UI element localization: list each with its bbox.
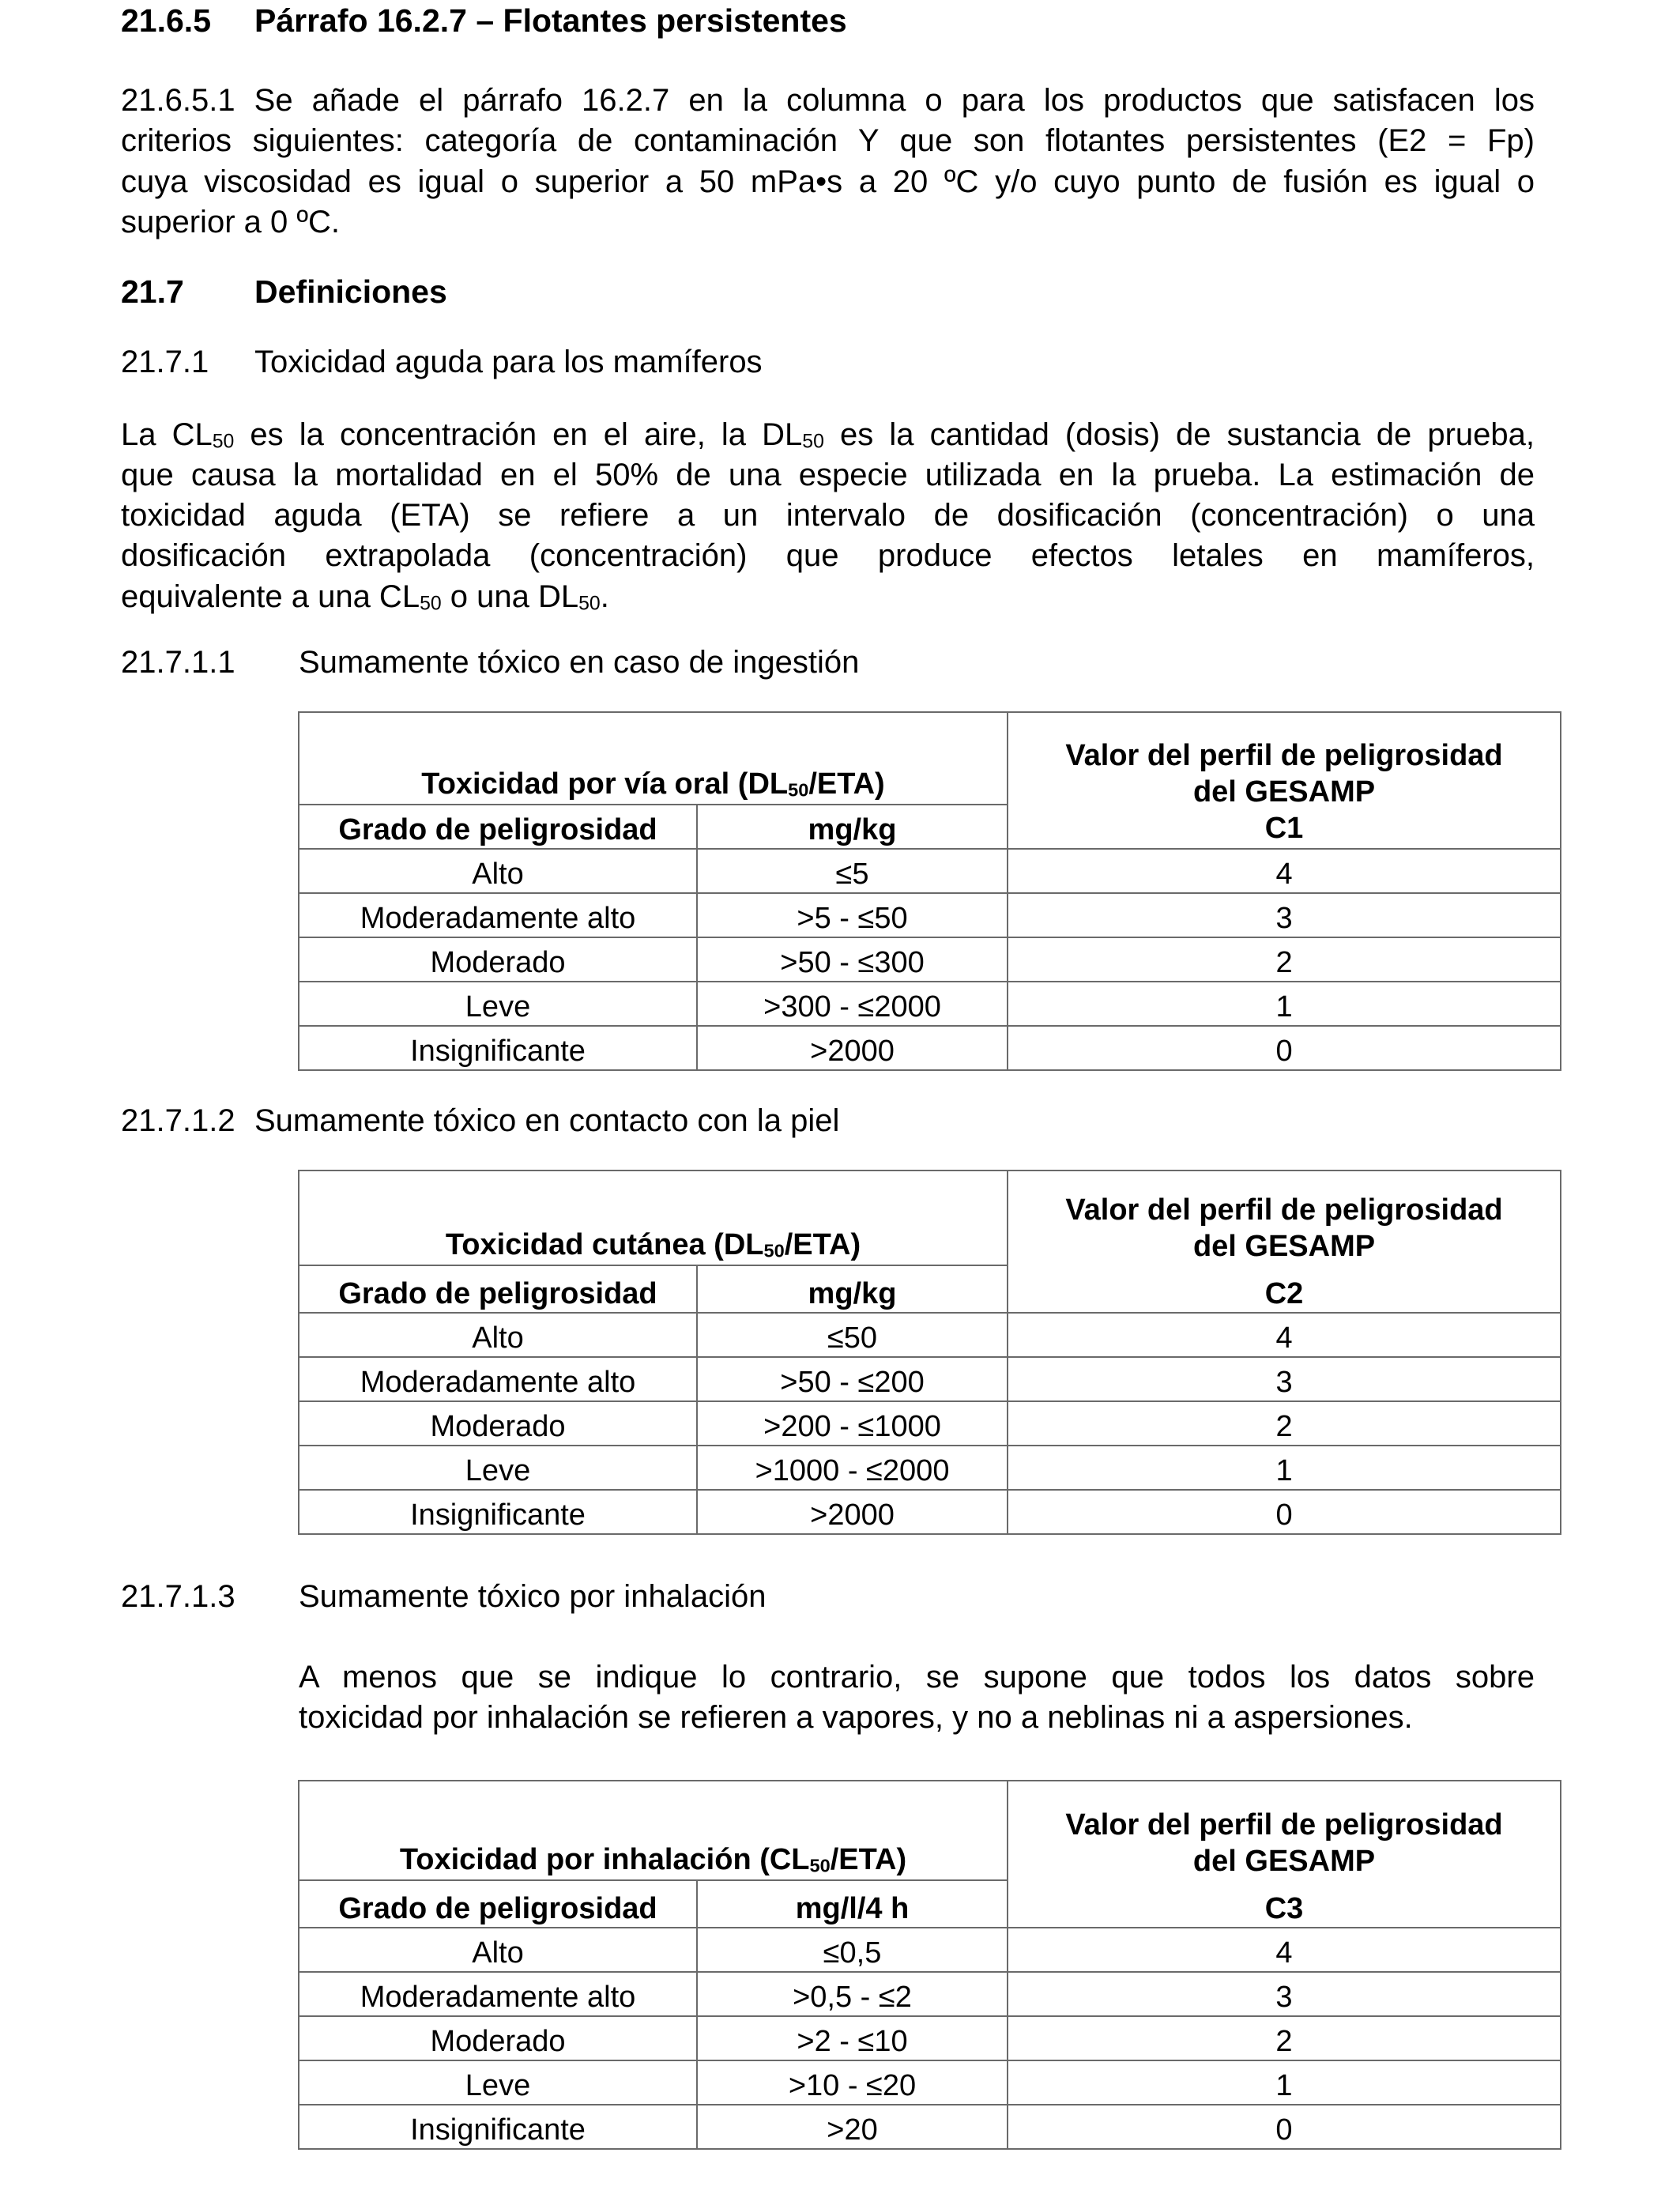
table-cell-value: 1 xyxy=(1008,982,1561,1026)
table-skin-toxicity xyxy=(298,1170,1561,1535)
table-row xyxy=(299,1490,1561,1534)
section-number-21-7-1-1: 21.7.1.1 xyxy=(121,645,235,680)
table-cell-value: 1 xyxy=(1008,2060,1561,2105)
section-number-21-7-1: 21.7.1 xyxy=(121,345,209,379)
paragraph-21-6-5-1-line-4: superior a 0 ºC. xyxy=(121,205,340,239)
table-cell-grade: Insignificante xyxy=(299,1026,697,1070)
table-row xyxy=(299,2016,1561,2060)
table-cell-range: >50 - ≤200 xyxy=(697,1357,1008,1401)
table-cell-value: 3 xyxy=(1008,1357,1561,1401)
table-row xyxy=(299,1313,1561,1357)
section-number-21-7: 21.7 xyxy=(121,273,184,310)
table-row xyxy=(299,1446,1561,1490)
table-cell-value: 0 xyxy=(1008,1490,1561,1534)
table-row xyxy=(299,982,1561,1026)
table-cell-range: >200 - ≤1000 xyxy=(697,1401,1008,1446)
table-skin-grade-header: Grado de peligrosidad xyxy=(299,1265,697,1313)
table-cell-range: ≤5 xyxy=(697,849,1008,893)
table-cell-grade: Alto xyxy=(299,1313,697,1357)
table-row xyxy=(299,2060,1561,2105)
table-cell-range: ≤0,5 xyxy=(697,1928,1008,1972)
table-inhal-value-header: Valor del perfil de peligrosidad del GESAMP C3 xyxy=(1008,1781,1561,1928)
table-oral-unit-header: mg/kg xyxy=(697,805,1008,849)
section-title-21-6-5: Párrafo 16.2.7 – Flotantes persistentes xyxy=(254,2,847,39)
section-title-21-7-1-3: Sumamente tóxico por inhalación xyxy=(299,1579,767,1614)
table-row xyxy=(299,849,1561,893)
table-row xyxy=(299,893,1561,937)
table-oral-value-header: Valor del perfil de peligrosidad del GESAMP C1 xyxy=(1008,712,1561,849)
table-cell-range: >5 - ≤50 xyxy=(697,893,1008,937)
table-skin-unit-header: mg/kg xyxy=(697,1265,1008,1313)
table-cell-value: 0 xyxy=(1008,1026,1561,1070)
table-cell-range: >10 - ≤20 xyxy=(697,2060,1008,2105)
table-row xyxy=(299,1357,1561,1401)
section-number-21-7-1-3: 21.7.1.3 xyxy=(121,1579,235,1614)
table-cell-grade: Moderadamente alto xyxy=(299,1357,697,1401)
table-cell-value: 2 xyxy=(1008,2016,1561,2060)
table-inhal-grade-header: Grado de peligrosidad xyxy=(299,1880,697,1928)
table-cell-grade: Insignificante xyxy=(299,1490,697,1534)
table-cell-value: 2 xyxy=(1008,1401,1561,1446)
table-cell-range: >1000 - ≤2000 xyxy=(697,1446,1008,1490)
table-cell-grade: Leve xyxy=(299,2060,697,2105)
paragraph-lc50-line-2: que causa la mortalidad en el 50% de una especie utilizada en la prueba. La estimación de xyxy=(121,458,1535,492)
table-cell-value: 3 xyxy=(1008,1972,1561,2016)
table-cell-range: >2000 xyxy=(697,1026,1008,1070)
table-cell-range: ≤50 xyxy=(697,1313,1008,1357)
table-cell-value: 2 xyxy=(1008,937,1561,982)
table-cell-grade: Moderadamente alto xyxy=(299,1972,697,2016)
paragraph-21-6-5-1-line-3: cuya viscosidad es igual o superior a 50 mPa•s a 20 ºC y/o cuyo punto de fusión es igual o xyxy=(121,164,1535,199)
table-cell-value: 4 xyxy=(1008,1313,1561,1357)
paragraph-21-6-5-1-line-2: criterios siguientes: categoría de contaminación Y que son flotantes persistentes (E2 = Fp) xyxy=(121,123,1535,158)
table-cell-grade: Leve xyxy=(299,982,697,1026)
table-cell-value: 3 xyxy=(1008,893,1561,937)
paragraph-21-6-5-1-line-1: 21.6.5.1 Se añade el párrafo 16.2.7 en la columna o para los productos que satisfacen los xyxy=(121,83,1535,118)
table-skin-value-header: Valor del perfil de peligrosidad del GESAMP C2 xyxy=(1008,1171,1561,1313)
table-cell-grade: Moderado xyxy=(299,937,697,982)
table-cell-grade: Leve xyxy=(299,1446,697,1490)
table-cell-grade: Alto xyxy=(299,849,697,893)
table-cell-value: 0 xyxy=(1008,2105,1561,2149)
paragraph-lc50-line-5: equivalente a una $CL_{50}$ o una $DL_{50}$. xyxy=(121,579,609,615)
section-title-21-7: Definiciones xyxy=(254,273,447,310)
table-row xyxy=(299,937,1561,982)
inhalation-note-line-1: A menos que se indique lo contrario, se supone que todos los datos sobre xyxy=(299,1660,1535,1695)
table-skin-group-header: Toxicidad cutánea $(DL_{50}/ETA)$ xyxy=(299,1171,1008,1265)
table-cell-grade: Moderado xyxy=(299,1401,697,1446)
table-inhalation-toxicity xyxy=(298,1780,1561,2150)
table-cell-value: 4 xyxy=(1008,849,1561,893)
table-cell-grade: Moderado xyxy=(299,2016,697,2060)
table-cell-grade: Alto xyxy=(299,1928,697,1972)
table-cell-grade: Moderadamente alto xyxy=(299,893,697,937)
table-cell-value: 1 xyxy=(1008,1446,1561,1490)
paragraph-lc50-line-1: La $CL_{50}$ es la concentración en el aire, la $DL_{50}$ es la cantidad (dosis) de sustancia de prueba, xyxy=(121,417,1535,453)
inhalation-note-line-2: toxicidad por inhalación se refieren a vapores, y no a neblinas ni a aspersiones. xyxy=(299,1700,1413,1735)
table-row xyxy=(299,1401,1561,1446)
table-oral-group-header: Toxicidad por vía oral $(DL_{50}/ETA)$ xyxy=(299,712,1008,805)
section-title-21-7-1-2: Sumamente tóxico en contacto con la piel xyxy=(254,1103,840,1138)
table-row xyxy=(299,1972,1561,2016)
table-row xyxy=(299,1928,1561,1972)
table-cell-range: >20 xyxy=(697,2105,1008,2149)
paragraph-lc50-line-4: dosificación extrapolada (concentración) que produce efectos letales en mamíferos, xyxy=(121,538,1535,573)
table-cell-range: >2 - ≤10 xyxy=(697,2016,1008,2060)
table-cell-range: >50 - ≤300 xyxy=(697,937,1008,982)
table-inhal-group-header: Toxicidad por inhalación $(CL_{50}/ETA)$ xyxy=(299,1781,1008,1880)
table-cell-range: >0,5 - ≤2 xyxy=(697,1972,1008,2016)
section-title-21-7-1: Toxicidad aguda para los mamíferos xyxy=(254,345,763,379)
section-number-21-7-1-2: 21.7.1.2 xyxy=(121,1103,235,1138)
table-cell-grade: Insignificante xyxy=(299,2105,697,2149)
table-row xyxy=(299,1026,1561,1070)
table-oral-grade-header: Grado de peligrosidad xyxy=(299,805,697,849)
table-oral-toxicity xyxy=(298,711,1561,1071)
paragraph-lc50-line-3: toxicidad aguda (ETA) se refiere a un intervalo de dosificación (concentración) o una xyxy=(121,498,1535,533)
section-title-21-7-1-1: Sumamente tóxico en caso de ingestión xyxy=(299,645,860,680)
table-cell-value: 4 xyxy=(1008,1928,1561,1972)
table-cell-range: >300 - ≤2000 xyxy=(697,982,1008,1026)
table-cell-range: >2000 xyxy=(697,1490,1008,1534)
table-row xyxy=(299,2105,1561,2149)
section-number-21-6-5: 21.6.5 xyxy=(121,2,211,39)
table-inhal-unit-header: mg/l/4 h xyxy=(697,1880,1008,1928)
